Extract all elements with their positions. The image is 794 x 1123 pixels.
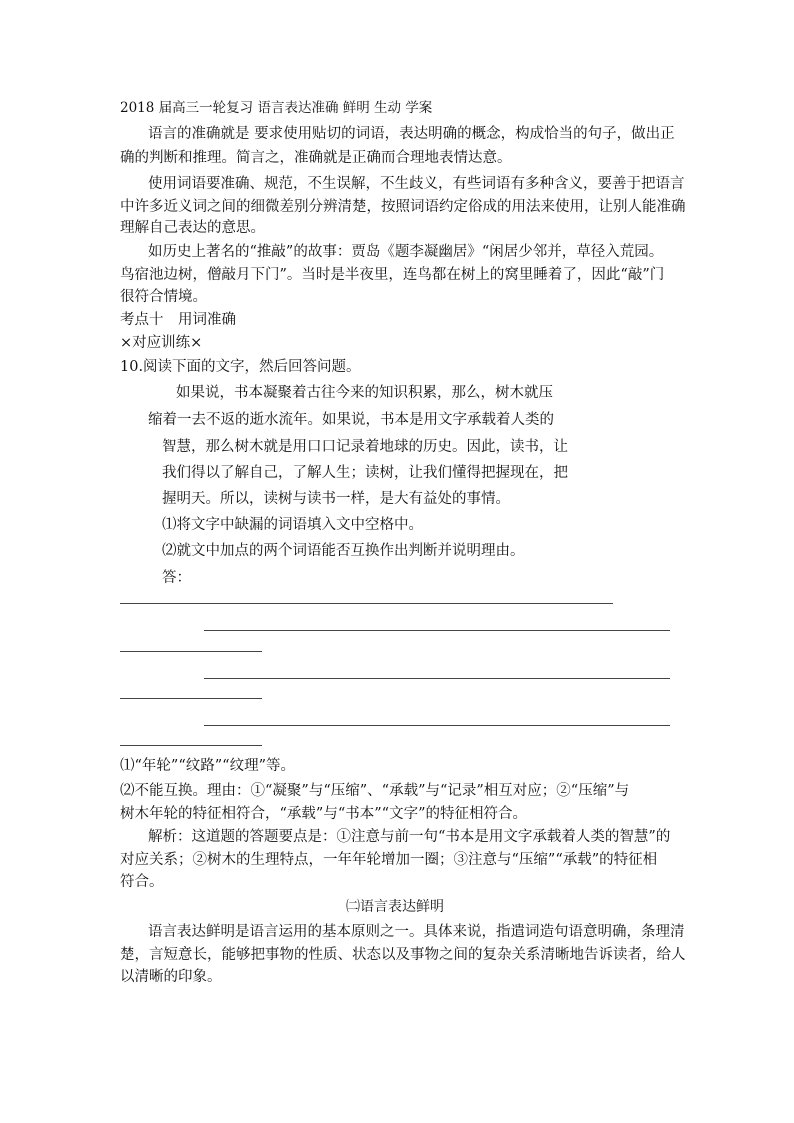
intro-p2-line2: 中许多近义词之间的细微差别分辨清楚，按照词语约定俗成的用法来使用，让别人能准确: [120, 199, 686, 215]
passage-line3: 智慧，那么树木就是用口口记录着地球的历史。因此，读书，让: [162, 439, 568, 455]
passage-line5: 握明天。所以，读树与读书一样，是大有益处的事情。: [162, 491, 510, 507]
sub-question-2: ⑵就文中加点的两个词语能否互换作出判断并说明理由。: [162, 543, 525, 559]
passage-line2: 缩着一去不返的逝水流年。如果说，书本是用文字承载着人类的: [148, 412, 554, 428]
intro-p3-line1: 如历史上著名的“推敲”的故事：贾岛《题李凝幽居》“闲居少邻并，草径入荒园。: [148, 244, 664, 260]
vivid-line1: 语言表达鲜明是语言运用的基本原则之一。具体来说，指遣词造句语意明确，条理清: [148, 924, 685, 940]
intro-p2-line1: 使用词语要准确、规范，不生误解，不生歧义，有些词语有多种含义，要善于把语言: [148, 176, 685, 192]
answer-2-line1: ⑵不能互换。理由：①“凝聚”与“压缩”、“承载”与“记录”相互对应；②“压缩”与: [120, 783, 630, 799]
intro-p1-line1: 语言的准确就是 要求使用贴切的词语，表达明确的概念，构成恰当的句子，做出正: [148, 126, 675, 142]
sub-heading: ㈡语言表达鲜明: [346, 899, 444, 915]
answer-blank-line[interactable]: [120, 745, 262, 746]
answer-blank-line[interactable]: [204, 630, 670, 631]
answer-2-line2: 树木年轮的特征相符合，“承载”与“书本”“文字”的特征相符合。: [120, 806, 527, 822]
intro-p1-line2: 确的判断和推理。简言之，准确就是正确而合理地表情达意。: [120, 150, 512, 166]
section-title: 考点十 用词准确: [120, 312, 236, 328]
analysis-line1: 解析：这道题的答题要点是：①注意与前一句“书本是用文字承载着人类的智慧”的: [148, 829, 671, 845]
answer-blank-line[interactable]: [120, 651, 262, 652]
answer-blank-line[interactable]: [204, 678, 670, 679]
vivid-line3: 以清晰的印象。: [120, 969, 222, 985]
intro-p3-line2: 鸟宿池边树，僧敲月下门”。当时是半夜里，连鸟都在树上的窝里睡着了，因此“敲”门: [120, 267, 665, 283]
analysis-line3: 符合。: [120, 874, 164, 890]
passage-line1: 如果说，书本凝聚着古往今来的知识积累，那么，树木就压: [176, 385, 553, 401]
answer-blank-line[interactable]: [120, 603, 613, 604]
vivid-line2: 楚，言短意长，能够把事物的性质、状态以及事物之间的复杂关系清晰地告诉读者，给人: [120, 947, 686, 963]
sub-question-1: ⑴将文字中缺漏的词语填入文中空格中。: [162, 517, 423, 533]
doc-title: 2018 届高三一轮复习 语言表达准确 鲜明 生动 学案: [120, 100, 433, 116]
analysis-line2: 对应关系；②树木的生理特点，一年年轮增加一圈；③注意与“压缩”“承载”的特征相: [120, 852, 658, 868]
intro-p2-line3: 理解自己表达的意思。: [120, 220, 265, 236]
practice-label: ⨯对应训练⨯: [120, 335, 203, 351]
answer-blank-line[interactable]: [204, 725, 670, 726]
answer-1: ⑴“年轮”“纹路”“纹理”等。: [120, 758, 295, 774]
passage-line4: 我们得以了解自己，了解人生；读树，让我们懂得把握现在，把: [162, 465, 568, 481]
answer-blank-line[interactable]: [120, 698, 262, 699]
intro-p3-line3: 很符合情境。: [120, 289, 207, 305]
question-heading: 10.阅读下面的文字，然后回答问题。: [120, 359, 361, 375]
answer-label: 答：: [162, 570, 191, 586]
